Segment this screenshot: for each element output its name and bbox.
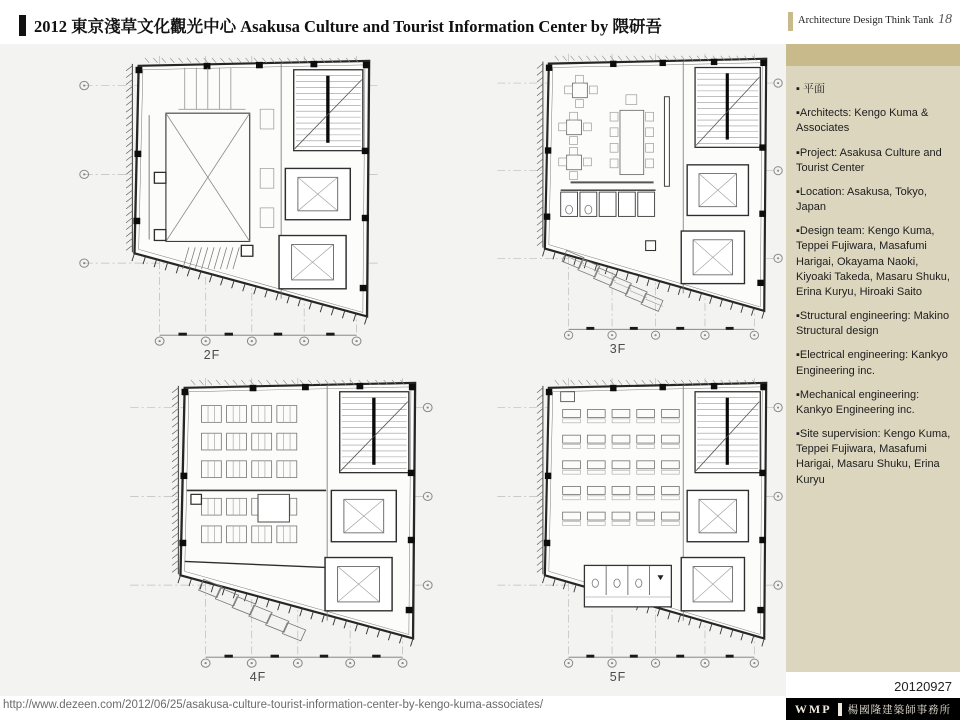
sidebar-accent-band xyxy=(786,44,960,66)
floor-label-3f: 3F xyxy=(609,342,627,356)
floor-plan-4f xyxy=(82,374,434,686)
floor-plan-drawing-5f xyxy=(452,374,784,670)
header xyxy=(0,0,960,44)
header-brand xyxy=(788,11,954,37)
floor-label-4f: 4F xyxy=(249,670,267,684)
title-tick-icon xyxy=(19,15,26,36)
source-url: http://www.dezeen.com/2012/06/25/asakusa-culture-tourist-information-center-by-kengo-kuma-associates/ xyxy=(3,699,544,711)
sidebar-section-title: ▪ 平面 xyxy=(796,83,825,95)
sidebar-item-mechanical: ▪Mechanical engineering: Kankyo Engineering inc. xyxy=(796,388,920,416)
floor-plan-5f xyxy=(452,374,784,686)
divider-bar-icon xyxy=(838,703,842,716)
floor-plan-drawing-4f xyxy=(82,374,434,670)
floor-plan-3f xyxy=(452,50,784,358)
floor-plan-drawing-2f xyxy=(36,52,388,348)
sidebar-item-architects: ▪Architects: Kengo Kuma & Associates xyxy=(796,107,929,135)
floor-plan-drawing-3f xyxy=(452,50,784,342)
slide-title: 2012 東京淺草文化觀光中心 Asakusa Culture and Tourist Information Center by 隈研吾 xyxy=(34,17,662,36)
brand-tick-icon xyxy=(788,12,793,31)
page-number: 18 xyxy=(938,12,952,27)
sidebar xyxy=(786,44,960,696)
floor-label-5f: 5F xyxy=(609,670,627,684)
floor-plan-stage xyxy=(0,44,786,696)
wmp-label: WMP xyxy=(794,701,832,716)
sidebar-item-structural: ▪Structural engineering: Makino Structural design xyxy=(796,310,950,338)
sidebar-item-location: ▪Location: Asakusa, Tokyo, Japan xyxy=(796,185,927,214)
sidebar-item-electrical: ▪Electrical engineering: Kankyo Engineering inc. xyxy=(796,349,948,377)
sidebar-item-site-supervision: ▪Site supervision: Kengo Kuma, Teppei Fujiwara, Masafumi Harigai, Masaru Shuku, Erina Kuryu xyxy=(796,428,951,486)
sidebar-body xyxy=(786,66,960,672)
sidebar-item-design-team: ▪Design team: Kengo Kuma, Teppei Fujiwara, Masafumi Harigai, Okayama Naoki, Kiyoaki Takeda, Masaru Shuku, Erina Kuryu, Hiroaki Saito xyxy=(796,225,950,298)
sidebar-item-project: ▪Project: Asakusa Culture and Tourist Center xyxy=(796,146,942,174)
floor-label-2f: 2F xyxy=(203,348,221,362)
footer-brand-bar xyxy=(786,698,960,720)
brand-label: Architecture Design Think Tank xyxy=(798,15,934,26)
firm-label: 楊國隆建築師事務所 xyxy=(847,703,952,716)
floor-plan-2f xyxy=(36,52,388,364)
date-stamp: 20120927 xyxy=(786,676,960,697)
